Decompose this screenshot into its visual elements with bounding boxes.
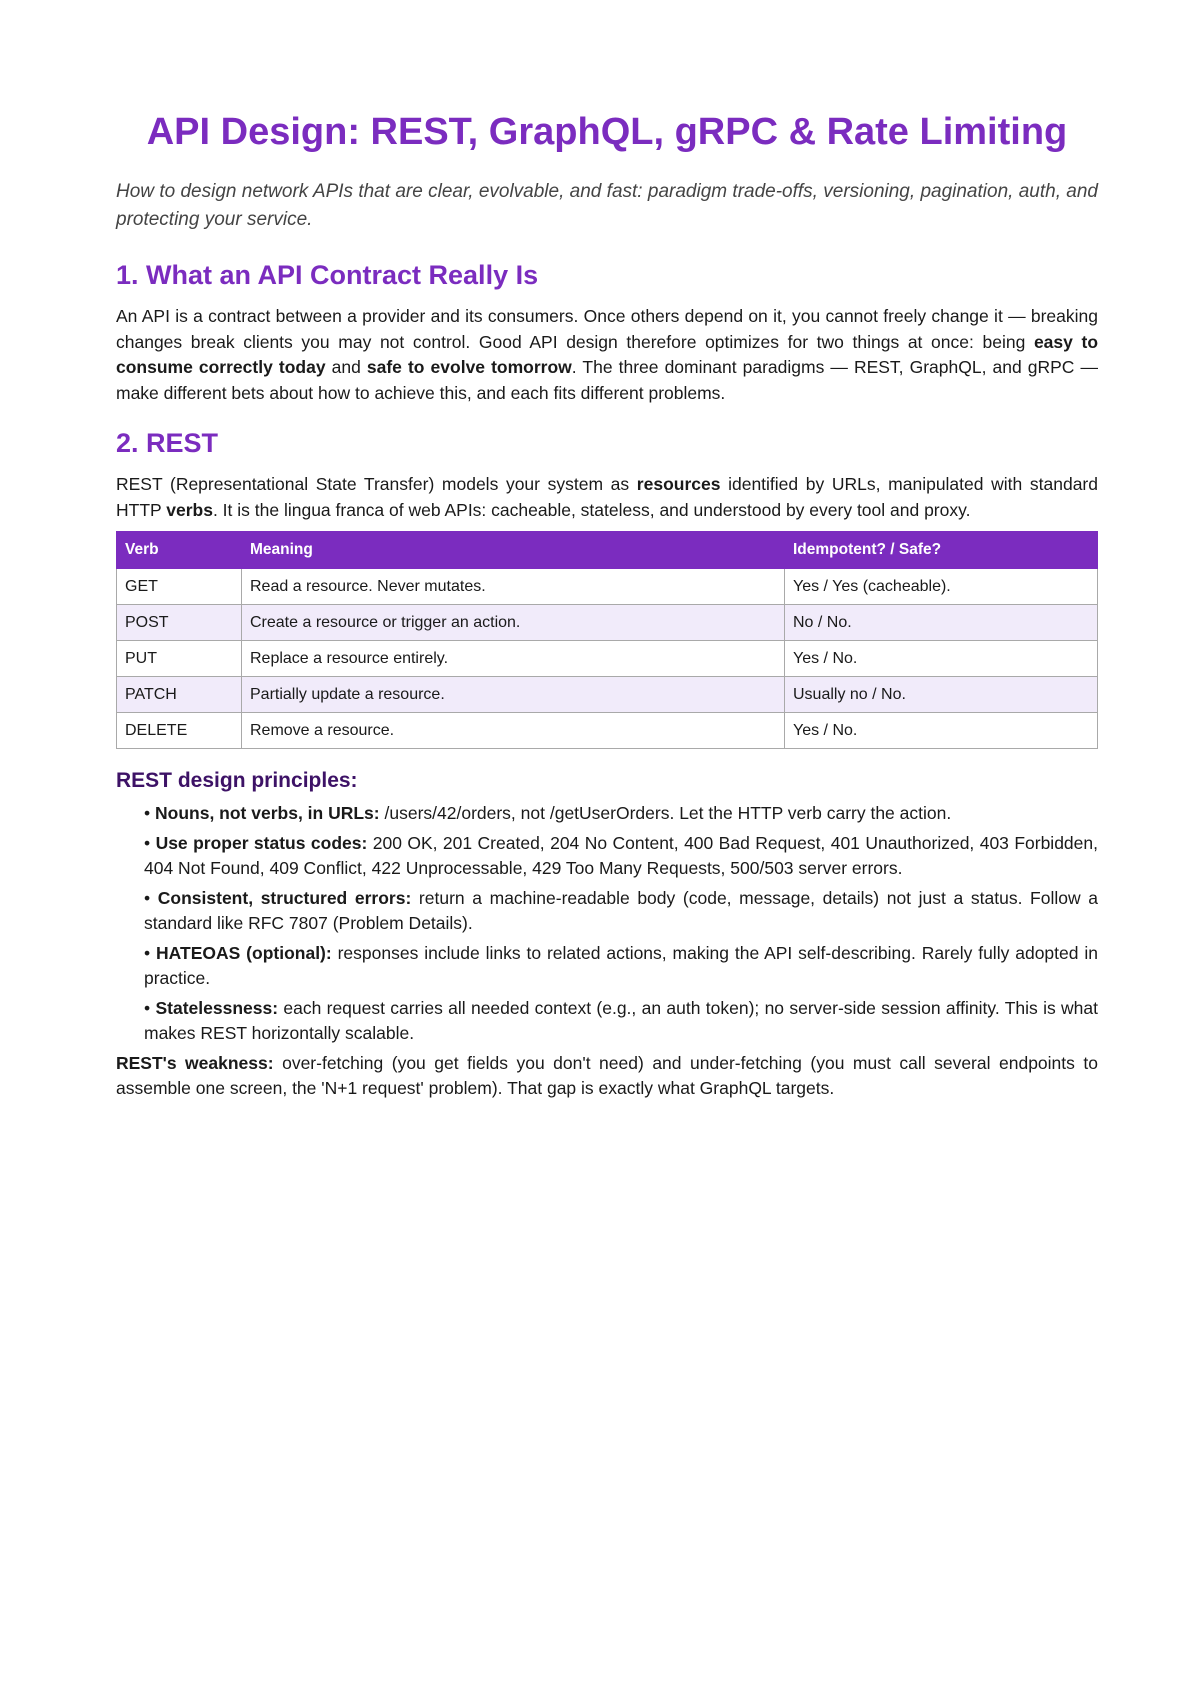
- list-item: [144, 831, 1098, 882]
- text-run: return a machine-readable body (code, message, details) not just a status. Follow a standard like RFC 7807 (Problem Details).: [144, 887, 1098, 933]
- table-cell-verb: PUT: [117, 641, 242, 677]
- subtitle: How to design network APIs that are clear, evolvable, and fast: paradigm trade-offs, versioning, pagination, auth, and protecting your service.: [116, 181, 1098, 230]
- bold-text: Nouns, not verbs, in URLs:: [155, 803, 380, 823]
- table-cell-verb: DELETE: [117, 713, 242, 749]
- bold-text: Consistent, structured errors:: [157, 887, 412, 908]
- page-title: API Design: REST, GraphQL, gRPC & Rate Limiting: [146, 111, 1068, 153]
- table-cell-idempotent: Yes / No.: [785, 641, 1098, 677]
- bold-text: Statelessness:: [155, 997, 279, 1018]
- text-run: and: [325, 357, 367, 377]
- table-cell-verb: PATCH: [117, 677, 242, 713]
- table-cell-idempotent: No / No.: [785, 605, 1098, 641]
- text-run: . It is the lingua franca of web APIs: cacheable, stateless, and understood by every tool and proxy.: [212, 499, 971, 520]
- table-row: [117, 713, 1098, 749]
- section-heading-rest: 2. REST: [116, 428, 219, 458]
- table-cell-idempotent: Yes / No.: [785, 713, 1098, 749]
- bold-text: safe to evolve tomorrow: [366, 357, 572, 377]
- table-cell-verb: POST: [117, 605, 242, 641]
- list-item: [144, 941, 1098, 992]
- bold-text: resources: [636, 474, 721, 494]
- paragraph-api-contract: [116, 304, 1098, 406]
- list-item: [144, 801, 1098, 827]
- text-run: responses include links to related actions, making the API self-describing. Rarely fully adopted in practice.: [144, 942, 1098, 988]
- table-header-row: [117, 532, 1098, 569]
- text-run: An API is a contract between a provider and its consumers. Once others depend on it, you cannot freely change it — breaking changes break clients you may not control. Good API design therefore optimizes for two things at once: being: [116, 306, 1098, 352]
- table-row: [117, 641, 1098, 677]
- bullet: •: [144, 997, 151, 1018]
- bold-text: Use proper status codes:: [155, 832, 368, 853]
- bullet: •: [144, 942, 151, 963]
- principles-list: [116, 801, 1098, 1047]
- text-run: /users/42/orders, not /getUserOrders. Let the HTTP verb carry the action.: [379, 803, 952, 823]
- table-row: [117, 569, 1098, 605]
- column-header-idempotent: Idempotent? / Safe?: [785, 532, 1098, 569]
- text-run: REST (Representational State Transfer) models your system as: [116, 474, 637, 494]
- bullet: •: [144, 887, 151, 908]
- table-cell-idempotent: Usually no / No.: [785, 677, 1098, 713]
- table-cell-meaning: Create a resource or trigger an action.: [242, 605, 785, 641]
- table-cell-verb: GET: [117, 569, 242, 605]
- document-page: [116, 100, 1098, 1108]
- table-row: [117, 677, 1098, 713]
- text-run: . The three dominant paradigms — REST, GraphQL, and gRPC — make different bets about how to achieve this, and each fits different problems.: [116, 357, 1098, 403]
- text-run: identified by URLs, manipulated with standard HTTP: [116, 474, 1098, 520]
- list-item: [144, 996, 1098, 1047]
- bold-text: REST's weakness:: [116, 1052, 274, 1073]
- text-run: 200 OK, 201 Created, 204 No Content, 400 Bad Request, 401 Unauthorized, 403 Forbidden, 404 Not Found, 409 Conflict, 422 Unprocessable, 429 Too Many Requests, 500/503 server errors.: [144, 832, 1098, 878]
- bullet: •: [144, 832, 151, 853]
- list-item: [144, 886, 1098, 937]
- table-cell-meaning: Partially update a resource.: [242, 677, 785, 713]
- paragraph-rest-intro: [116, 472, 1098, 523]
- column-header-verb: Verb: [117, 532, 242, 569]
- subheading-rest-principles: REST design principles:: [116, 769, 358, 792]
- paragraph-rest-weakness: [116, 1051, 1098, 1102]
- http-verbs-table: [116, 531, 1098, 749]
- bold-text: HATEOAS (optional):: [156, 942, 332, 963]
- table-cell-meaning: Remove a resource.: [242, 713, 785, 749]
- bold-text: verbs: [166, 499, 213, 520]
- text-run: over-fetching (you get fields you don't need) and under-fetching (you must call several endpoints to assemble one screen, the 'N+1 request' problem). That gap is exactly what GraphQL targets.: [116, 1052, 1098, 1098]
- bullet: •: [144, 803, 151, 823]
- table-cell-meaning: Replace a resource entirely.: [242, 641, 785, 677]
- table-cell-idempotent: Yes / Yes (cacheable).: [785, 569, 1098, 605]
- text-run: each request carries all needed context (e.g., an auth token); no server-side session affinity. This is what makes REST horizontally scalable.: [144, 997, 1098, 1043]
- section-heading-api-contract: 1. What an API Contract Really Is: [116, 260, 539, 290]
- table-cell-meaning: Read a resource. Never mutates.: [242, 569, 785, 605]
- column-header-meaning: Meaning: [242, 532, 785, 569]
- bold-text: easy to consume correctly today: [116, 331, 1099, 377]
- table-row: [117, 605, 1098, 641]
